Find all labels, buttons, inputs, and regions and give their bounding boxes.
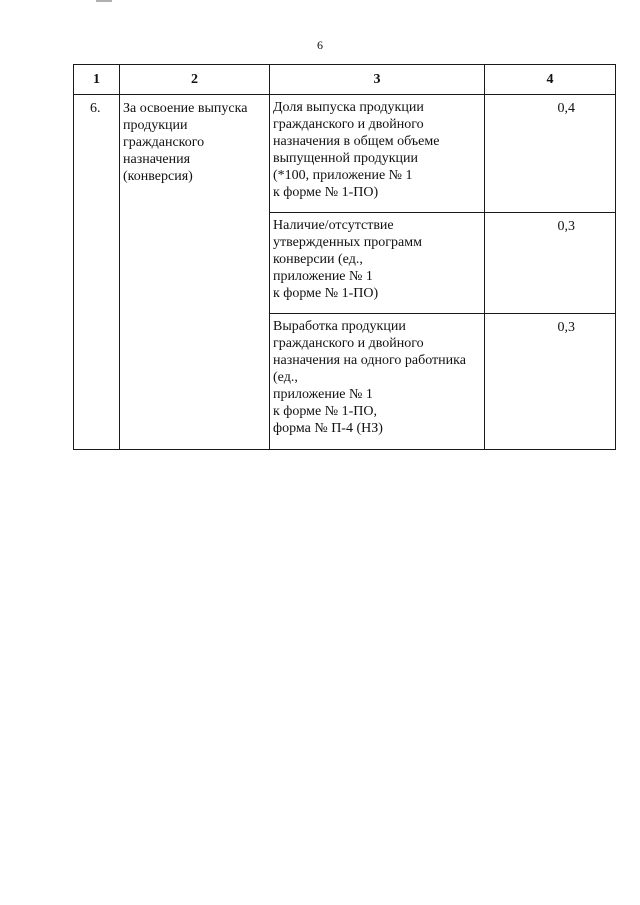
header-col-1: 1 <box>74 65 120 95</box>
indicator-cell: Выработка продукции гражданского и двойного назначения на одного работника (ед., приложение № 1 к форме № 1-ПО, форма № П-4 (НЗ) <box>270 314 485 450</box>
header-col-2: 2 <box>120 65 270 95</box>
weight-cell: 0,3 <box>485 213 616 314</box>
page-number: 6 <box>317 38 323 52</box>
indicator-cell: Доля выпуска продукции гражданского и двойного назначения в общем объеме выпущенной продукции (*100, приложение № 1 к форме № 1-ПО) <box>270 95 485 213</box>
row-number-cell: 6. <box>74 95 120 450</box>
indicator-table <box>73 64 616 450</box>
weight-cell: 0,4 <box>485 95 616 213</box>
weight-cell: 0,3 <box>485 314 616 450</box>
header-col-3: 3 <box>270 65 485 95</box>
table-row <box>74 95 616 213</box>
criterion-cell: За освоение выпуска продукции гражданского назначения (конверсия) <box>120 95 270 450</box>
table-header-row <box>74 65 616 95</box>
indicator-cell: Наличие/отсутствие утвержденных программ конверсии (ед., приложение № 1 к форме № 1-ПО) <box>270 213 485 314</box>
header-col-4: 4 <box>485 65 616 95</box>
scan-artifact-mark <box>96 0 112 2</box>
